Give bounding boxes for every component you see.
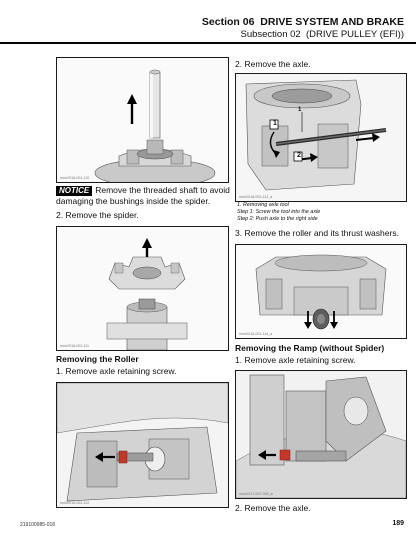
caption-line1: 1. Removing axle tool	[237, 202, 289, 208]
roller-illustration	[236, 245, 406, 338]
figure-code: mmr2018-001-111	[60, 344, 90, 348]
step-remove-ramp-screw: 1. Remove axle retaining screw.	[235, 355, 356, 365]
ramp-screw-illustration	[236, 371, 406, 498]
callout-step-1: 1	[273, 120, 277, 127]
figure-code: mmr2018-001-110	[60, 176, 90, 180]
figure-threaded-shaft	[56, 57, 229, 183]
heading-removing-roller: Removing the Roller	[56, 354, 139, 364]
subsection-label: Subsection 02	[240, 29, 301, 40]
axle-tool-illustration	[236, 74, 406, 201]
callout-1-label: 1	[298, 107, 302, 113]
figure-ramp-screw	[235, 370, 407, 499]
figure-code: mmr2018-001-114_a	[239, 332, 273, 336]
figure-code: mmr2018-001-113_a	[239, 195, 273, 199]
subsection-title: (DRIVE PULLEY (EFI))	[305, 29, 404, 40]
section-title: DRIVE SYSTEM AND BRAKE	[260, 16, 404, 28]
header-rule	[0, 42, 416, 44]
step-remove-spider: 2. Remove the spider.	[56, 210, 139, 220]
notice-badge: NOTICE	[56, 186, 92, 196]
figure-code: mmr2017-067-990_a	[239, 492, 273, 496]
figure-code: mmr2018-001-112	[60, 501, 90, 505]
axle-screw-illustration	[57, 383, 228, 507]
doc-code: 219100985-018	[20, 522, 56, 528]
step-remove-axle-screw: 1. Remove axle retaining screw.	[56, 366, 177, 376]
figure-axle-tool	[235, 73, 407, 202]
notice-line1	[56, 185, 230, 196]
step-remove-axle-bottom: 2. Remove the axle.	[235, 503, 311, 513]
callout-step-2: 2	[297, 152, 301, 159]
subsection-header	[240, 29, 404, 40]
notice-text-line2: damaging the bushings inside the spider.	[56, 196, 211, 206]
figure-roller	[235, 244, 407, 339]
spider-illustration	[57, 227, 228, 350]
threaded-shaft-illustration	[57, 58, 228, 182]
caption-line3: Step 2: Push axle to the right side	[237, 216, 318, 222]
figure-axle-screw-roller	[56, 382, 229, 508]
heading-removing-ramp: Removing the Ramp (without Spider)	[235, 343, 385, 353]
section-header	[202, 16, 404, 28]
caption-line2: Step 1: Screw the tool into the axle	[237, 209, 321, 215]
notice-text-line1: Remove the threaded shaft to avoid	[95, 185, 230, 195]
section-label: Section 06	[201, 16, 255, 28]
page-number: 189	[392, 520, 404, 527]
step-remove-axle-top: 2. Remove the axle.	[235, 59, 311, 69]
figure-spider	[56, 226, 229, 351]
step-remove-roller: 3. Remove the roller and its thrust washers.	[235, 228, 399, 238]
